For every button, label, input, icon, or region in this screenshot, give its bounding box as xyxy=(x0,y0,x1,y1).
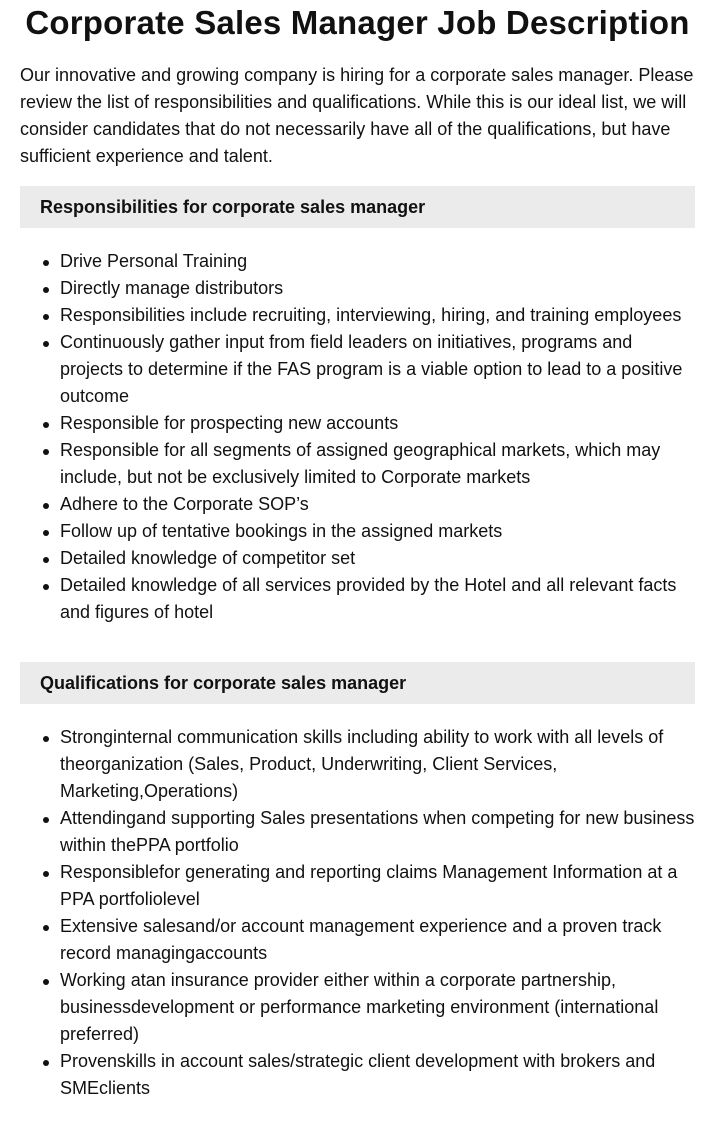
list-item: Responsiblefor generating and reporting claims Management Information at a PPA portfoliolevel xyxy=(60,859,695,913)
list-item: Adhere to the Corporate SOP’s xyxy=(60,491,695,518)
list-item: Responsible for all segments of assigned geographical markets, which may include, but not be exclusively limited to Corporate markets xyxy=(60,437,695,491)
list-item: Directly manage distributors xyxy=(60,275,695,302)
list-item: Responsibilities include recruiting, interviewing, hiring, and training employees xyxy=(60,302,695,329)
responsibilities-list xyxy=(20,228,695,646)
list-item: Provenskills in account sales/strategic client development with brokers and SMEclients xyxy=(60,1048,695,1102)
page-title: Corporate Sales Manager Job Description xyxy=(25,4,690,41)
responsibilities-heading: Responsibilities for corporate sales manager xyxy=(20,186,695,228)
qualifications-heading: Qualifications for corporate sales manager xyxy=(20,662,695,704)
intro-paragraph: Our innovative and growing company is hiring for a corporate sales manager. Please review the list of responsibilities and qualifications. While this is our ideal list, we will consider candidates that do not necessarily have all of the qualifications, but have sufficient experience and talent. xyxy=(20,65,694,166)
list-item: Detailed knowledge of all services provided by the Hotel and all relevant facts and figures of hotel xyxy=(60,572,695,626)
list-item: Detailed knowledge of competitor set xyxy=(60,545,695,572)
list-item: Working atan insurance provider either within a corporate partnership, businessdevelopment or performance marketing environment (international preferred) xyxy=(60,967,695,1048)
qualifications-list xyxy=(20,704,695,1122)
list-item: Responsible for prospecting new accounts xyxy=(60,410,695,437)
list-item: Stronginternal communication skills including ability to work with all levels of theorganization (Sales, Product, Underwriting, Client Services, Marketing,Operations) xyxy=(60,724,695,805)
list-item: Continuously gather input from field leaders on initiatives, programs and projects to determine if the FAS program is a viable option to lead to a positive outcome xyxy=(60,329,695,410)
list-item: Drive Personal Training xyxy=(60,248,695,275)
list-item: Attendingand supporting Sales presentations when competing for new business within thePPA portfolio xyxy=(60,805,695,859)
list-item: Follow up of tentative bookings in the assigned markets xyxy=(60,518,695,545)
list-item: Extensive salesand/or account management experience and a proven track record managingaccounts xyxy=(60,913,695,967)
